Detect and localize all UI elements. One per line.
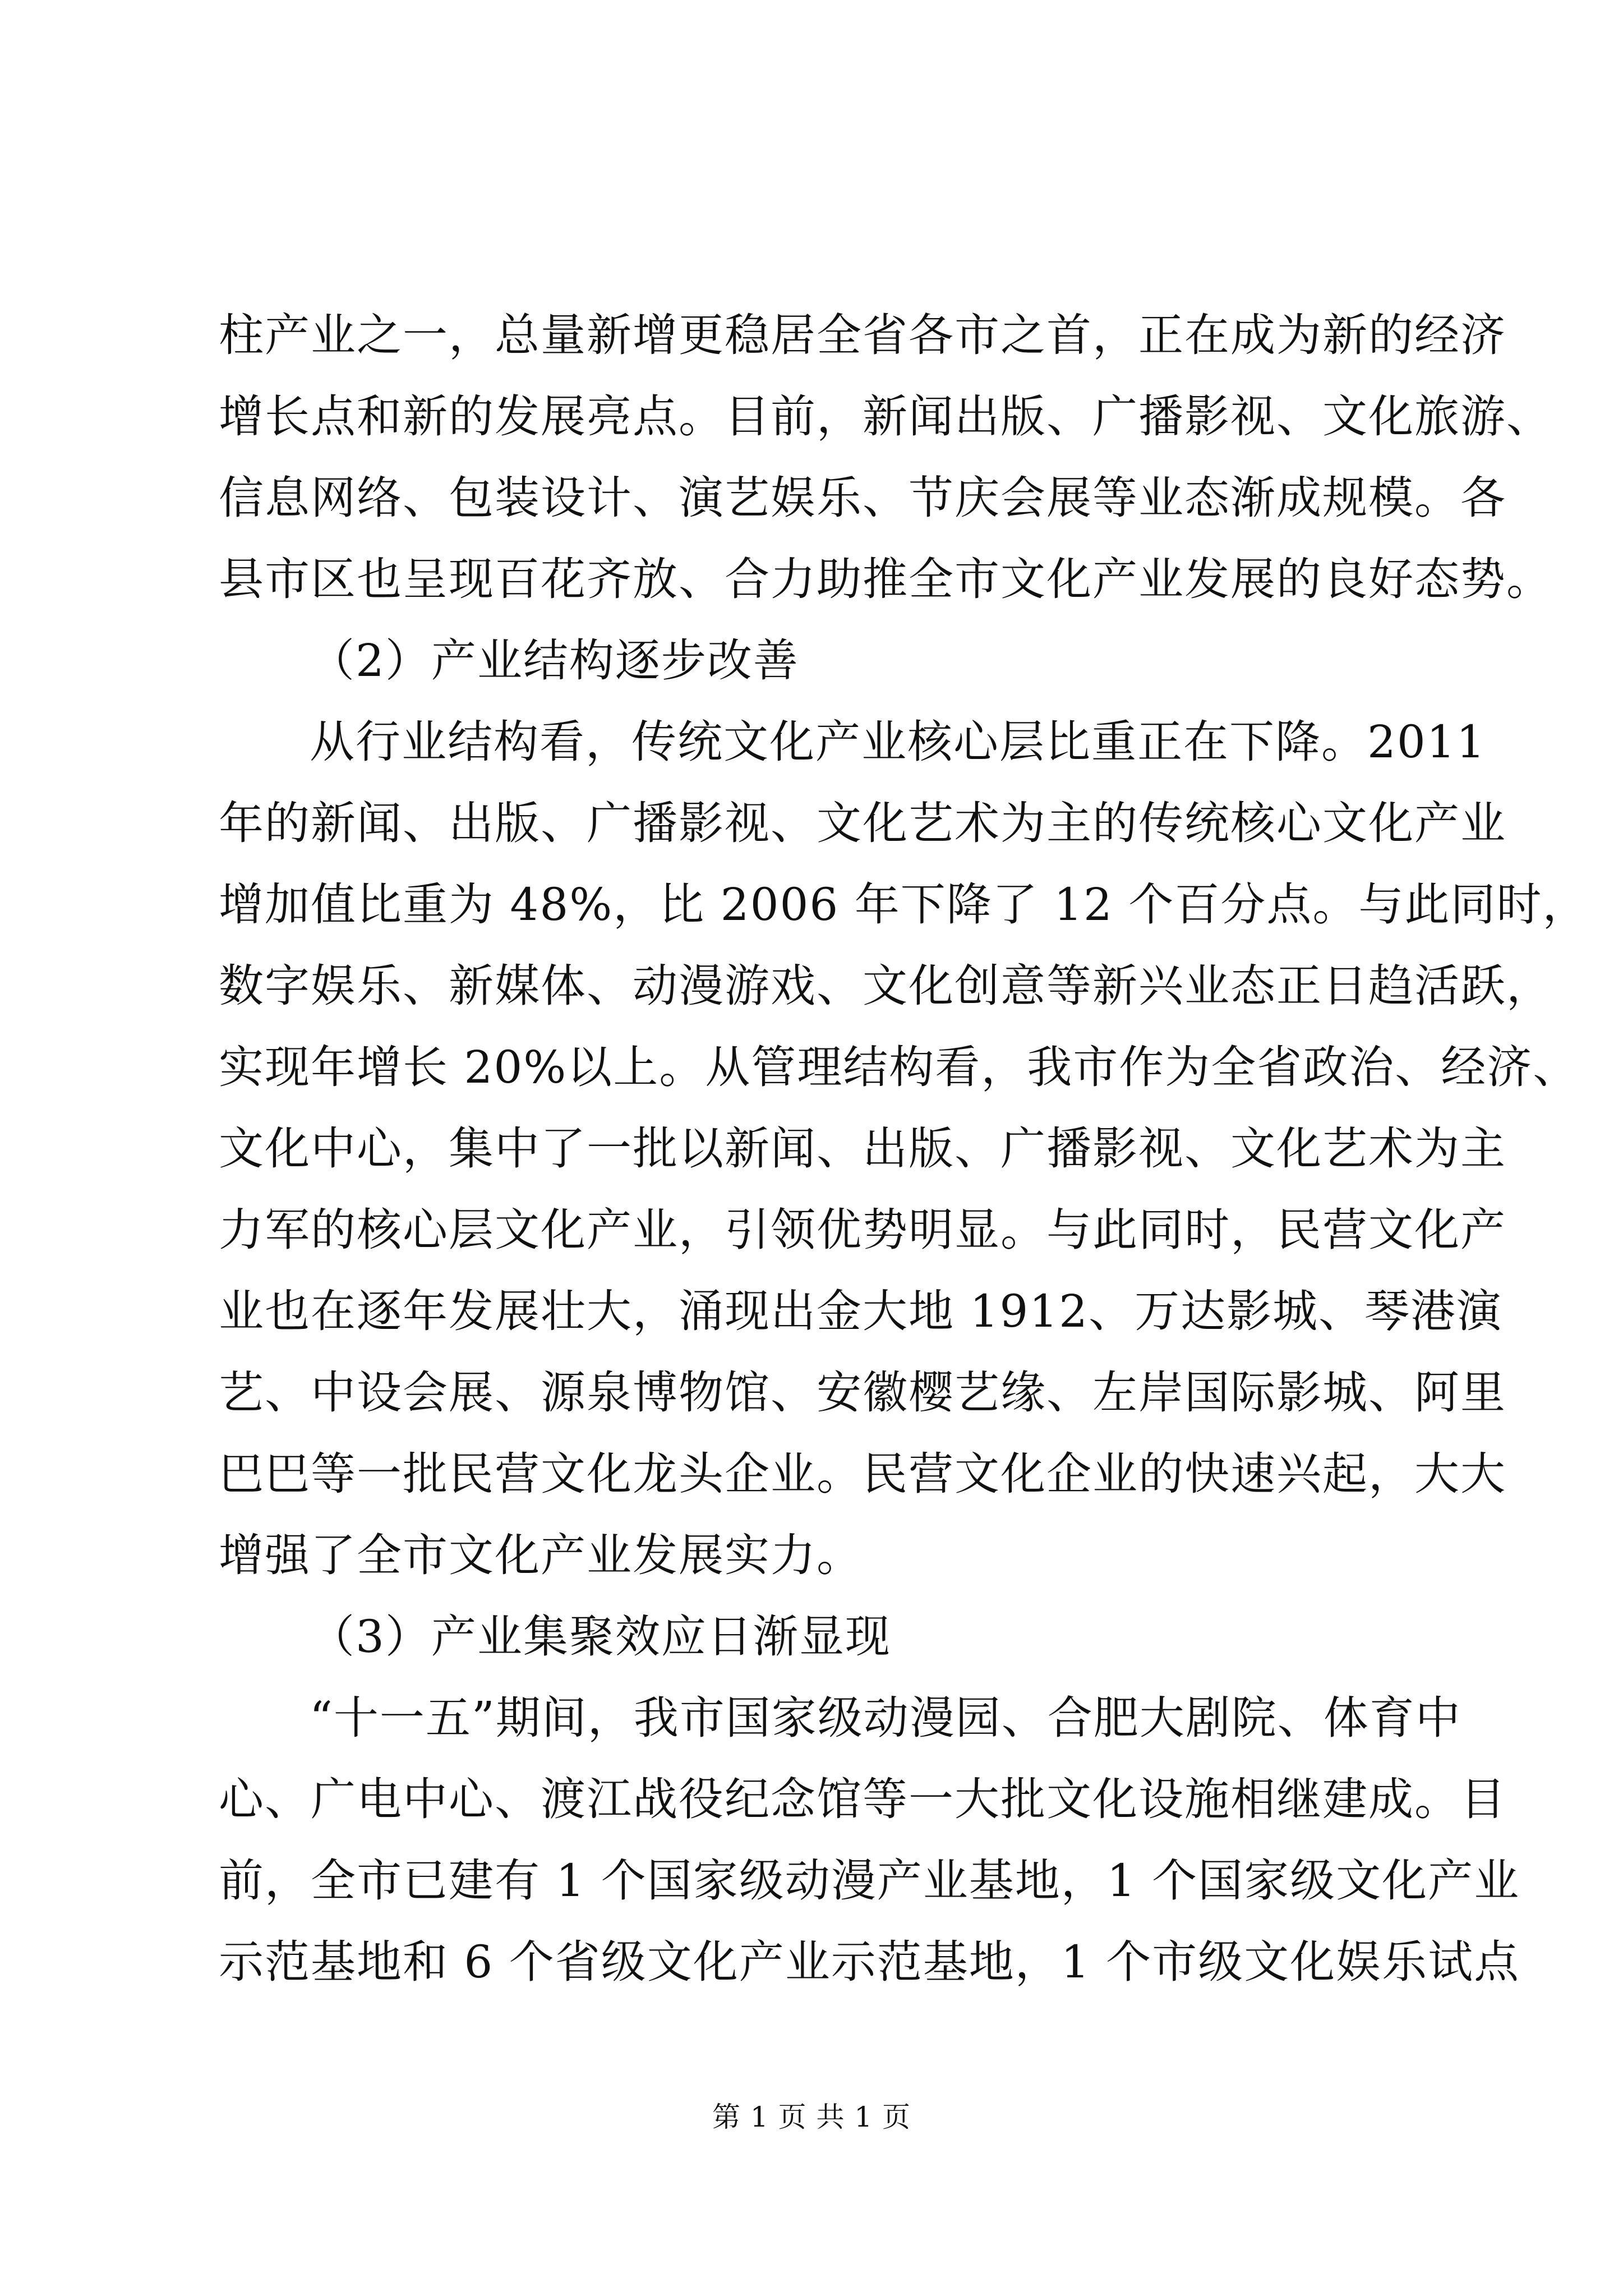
text-line: 增长点和新的发展亮点。目前，新闻出版、广播影视、文化旅游、	[219, 390, 1552, 443]
text-line: 力军的核心层文化产业，引领优势明显。与此同时，民营文化产	[219, 1204, 1506, 1256]
section-heading: （2）产业结构逐步改善	[310, 634, 799, 687]
text-line: 增强了全市文化产业发展实力。	[219, 1529, 863, 1581]
text-line: 县市区也呈现百花齐放、合力助推全市文化产业发展的良好态势。	[219, 553, 1552, 605]
section-heading: （3）产业集聚效应日渐显现	[310, 1611, 891, 1663]
text-line: 文化中心，集中了一批以新闻、出版、广播影视、文化艺术为主	[219, 1122, 1506, 1175]
text-line: 柱产业之一，总量新增更稳居全省各市之首，正在成为新的经济	[219, 309, 1506, 361]
text-line: 年的新闻、出版、广播影视、文化艺术为主的传统核心文化产业	[219, 797, 1506, 849]
text-line: 数字娱乐、新媒体、动漫游戏、文化创意等新兴业态正日趋活跃，	[219, 960, 1552, 1012]
text-line: 前，全市已建有 1 个国家级动漫产业基地，1 个国家级文化产业	[219, 1855, 1520, 1907]
text-line: 示范基地和 6 个省级文化产业示范基地，1 个市级文化娱乐试点	[219, 1936, 1520, 1988]
text-line: 实现年增长 20%以上。从管理结构看，我市作为全省政治、经济、	[219, 1041, 1579, 1093]
text-line: 心、广电中心、渡江战役纪念馆等一大批文化设施相继建成。目	[219, 1773, 1506, 1825]
text-line: 增加值比重为 48%，比 2006 年下降了 12 个百分点。与此同时，	[219, 878, 1589, 931]
text-line: 巴巴等一批民营文化龙头企业。民营文化企业的快速兴起，大大	[219, 1448, 1506, 1500]
text-line: 业也在逐年发展壮大，涌现出金大地 1912、万达影城、琴港演	[219, 1285, 1503, 1337]
text-line: “十一五”期间，我市国家级动漫园、合肥大剧院、体育中	[310, 1692, 1461, 1744]
text-line: 信息网络、包装设计、演艺娱乐、节庆会展等业态渐成规模。各	[219, 472, 1506, 524]
page-footer: 第 1 页 共 1 页	[712, 2101, 911, 2133]
text-line: 艺、中设会展、源泉博物馆、安徽樱艺缘、左岸国际影城、阿里	[219, 1366, 1506, 1419]
text-line: 从行业结构看，传统文化产业核心层比重正在下降。2011	[310, 716, 1486, 768]
